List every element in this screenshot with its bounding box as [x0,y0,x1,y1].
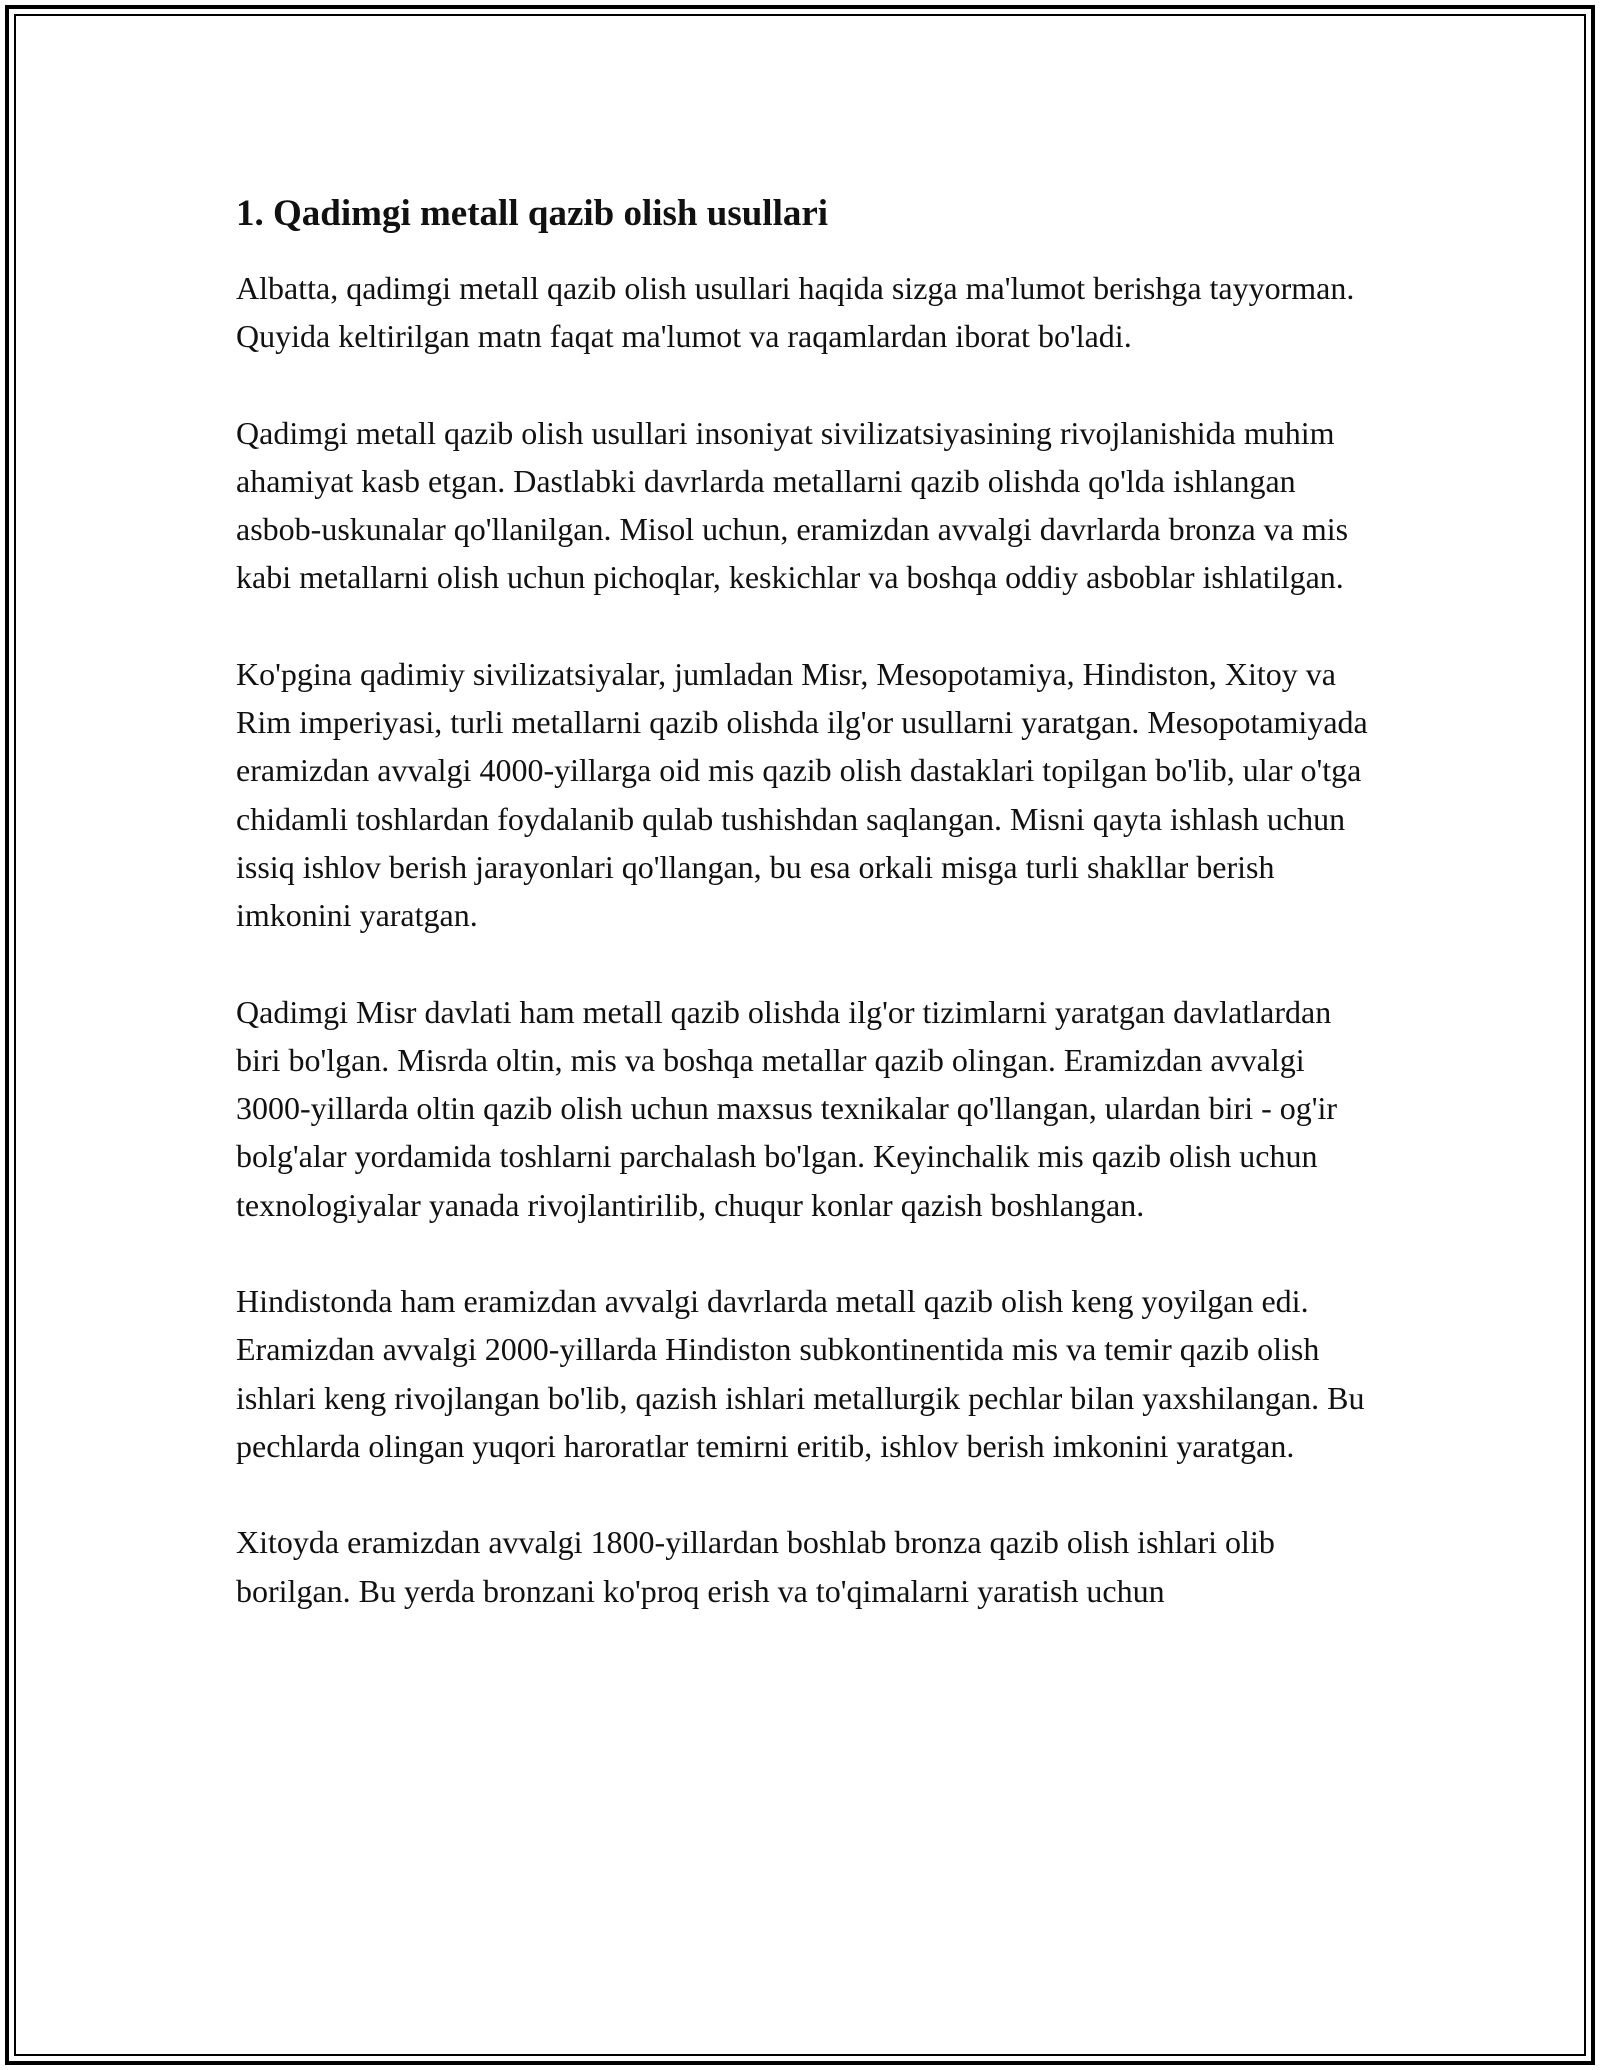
paragraph-egypt: Qadimgi Misr davlati ham metall qazib olishda ilg'or tizimlarni yaratgan davlatlardan biri bo'lgan. Misrda oltin, mis va boshqa metallar qazib olingan. Eramizdan avvalgi 3000-yillarda oltin qazib olish uchun maxsus texnikalar qo'llangan, ulardan biri - og'ir bolg'alar yordamida toshlarni parchalash bo'lgan. Keyinchalik mis qazib olish uchun texnologiyalar yanada rivojlantirilib, chuqur konlar qazish boshlangan. [236,993,1338,1223]
paragraph-intro: Albatta, qadimgi metall qazib olish usullari haqida sizga ma'lumot berishga tayyorman. Quyida keltirilgan matn faqat ma'lumot va raqamlardan iborat bo'ladi. [236,270,1355,355]
paragraph-overview: Qadimgi metall qazib olish usullari insoniyat sivilizatsiyasining rivojlanishida muhim ahamiyat kasb etgan. Dastlabki davrlarda metallarni qazib olishda qo'lda ishlangan asbob-uskunalar qo'llanilgan. Misol uchun, eramizdan avvalgi davrlarda bronza va mis kabi metallarni olish uchun pichoqlar, keskichlar va boshqa oddiy asboblar ishlatilgan. [236,414,1349,596]
paragraph-china: Xitoyda eramizdan avvalgi 1800-yillardan boshlab bronza qazib olish ishlari olib borilgan. Bu yerda bronzani ko'proq erish va to'qimalarni yaratish uchun [236,1524,1275,1609]
section-heading: 1. Qadimgi metall qazib olish usullari [236,193,829,234]
paragraph-india: Hindistonda ham eramizdan avvalgi davrlarda metall qazib olish keng yoyilgan edi. Eramizdan avvalgi 2000-yillarda Hindiston subkontinentida mis va temir qazib olish ishlari keng rivojlangan bo'lib, qazish ishlari metallurgik pechlar bilan yaxshilangan. Bu pechlarda olingan yuqori haroratlar temirni eritib, ishlov berish imkonini yaratgan. [236,1283,1365,1464]
paragraph-mesopotamia: Ko'pgina qadimiy sivilizatsiyalar, jumladan Misr, Mesopotamiya, Hindiston, Xitoy va Rim imperiyasi, turli metallarni qazib olishda ilg'or usullarni yaratgan. Mesopotamiyada eramizdan avvalgi 4000-yillarga oid mis qazib olish dastaklari topilgan bo'lib, ular o'tga chidamli toshlardan foydalanib qulab tushishdan saqlangan. Misni qayta ishlash uchun issiq ishlov berish jarayonlari qo'llangan, bu esa orkali misga turli shakllar berish imkonini yaratgan. [236,655,1368,934]
document-body [236,186,1376,1663]
